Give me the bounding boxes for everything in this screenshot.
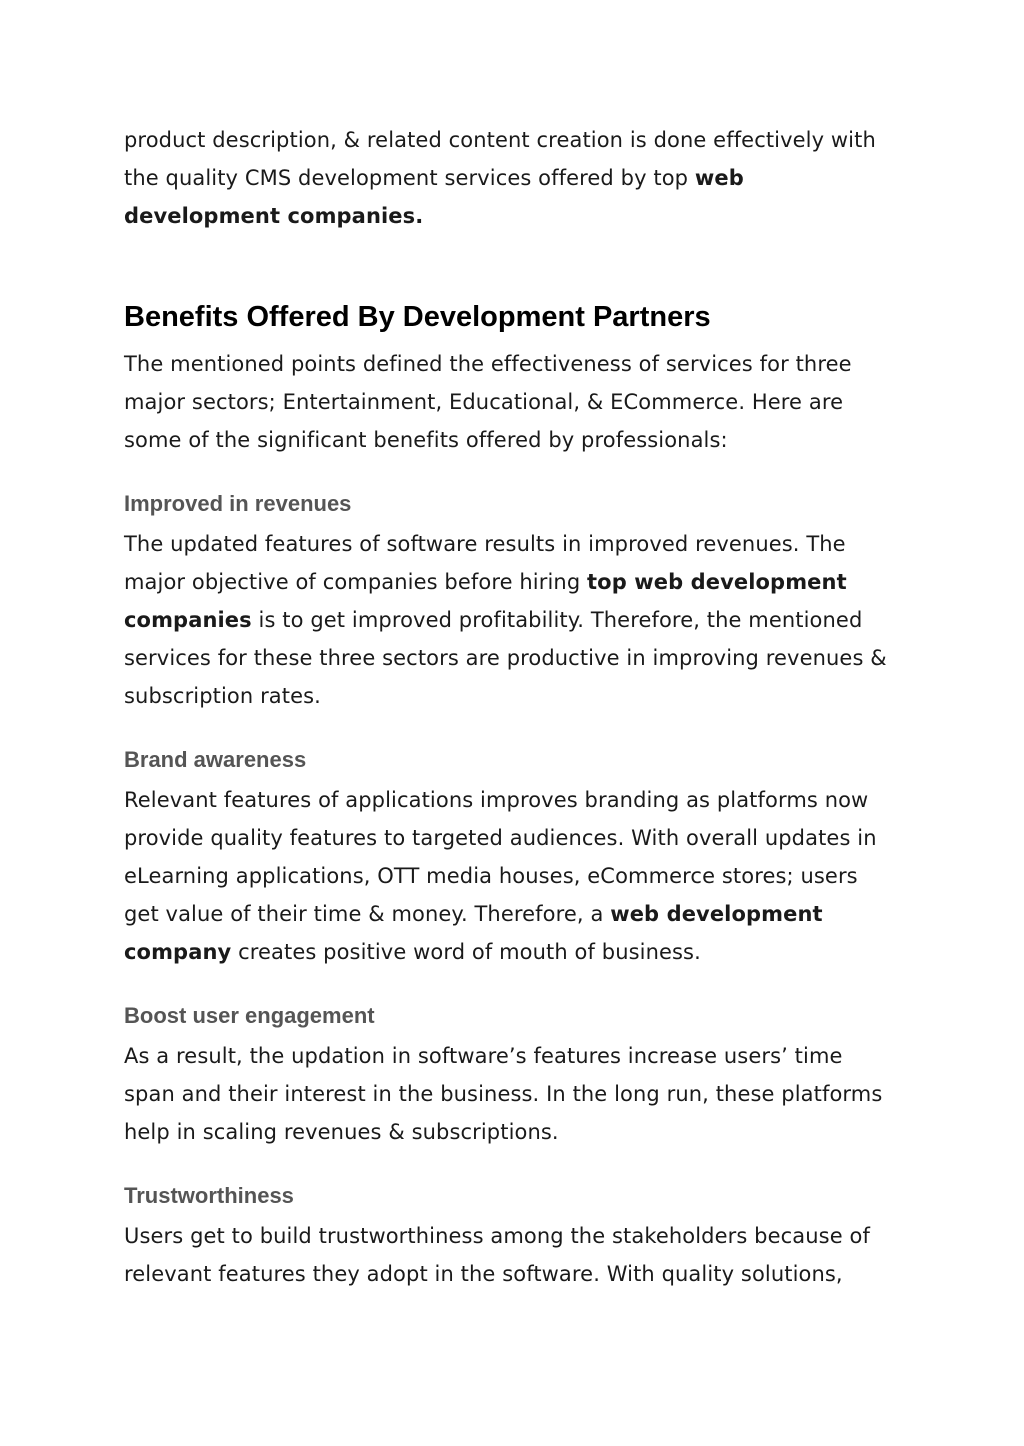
benefit-text-continued: creates positive word of mouth of business. <box>231 940 701 964</box>
benefit-bold-text: web development company <box>124 902 823 964</box>
benefit-heading: Trustworthiness <box>124 1183 294 1208</box>
benefit-bold-text: top web development companies <box>124 570 847 632</box>
document-page <box>124 121 894 1293</box>
benefit-text: Relevant features of applications improves branding as platforms now provide quality features to targeted audiences. With overall updates in eLearning applications, OTT media houses, eCommerce stores; users get value of their time & money. Therefore, a <box>124 788 877 926</box>
benefit-user-engagement <box>124 1001 894 1151</box>
benefit-text: The updated features of software results in improved revenues. The major objective of companies before hiring <box>124 532 846 594</box>
intro-paragraph <box>124 121 894 235</box>
intro-text: product description, & related content creation is done effectively with the quality CMS development services offered by top <box>124 128 876 190</box>
benefit-heading: Boost user engagement <box>124 1003 375 1028</box>
benefit-brand-awareness <box>124 745 894 971</box>
benefit-heading: Improved in revenues <box>124 491 352 516</box>
benefit-paragraph <box>124 525 894 715</box>
benefit-text-continued: is to get improved profitability. Therefore, the mentioned services for these three sectors are productive in improving revenues & subscription rates. <box>124 608 887 708</box>
section-intro-paragraph: The mentioned points defined the effectiveness of services for three major sectors; Entertainment, Educational, & ECommerce. Here are some of the significant benefits offered by professionals: <box>124 352 852 452</box>
benefit-paragraph: Users get to build trustworthiness among the stakeholders because of relevant features they adopt in the software. With quality solutions, <box>124 1224 870 1286</box>
intro-bold-link-text: web development companies. <box>124 166 744 228</box>
benefit-paragraph <box>124 781 894 971</box>
benefit-improved-revenues <box>124 489 894 715</box>
section-title: Benefits Offered By Development Partners <box>124 301 711 333</box>
benefit-heading: Brand awareness <box>124 747 307 772</box>
benefit-trustworthiness <box>124 1181 894 1293</box>
benefit-paragraph: As a result, the updation in software’s features increase users’ time span and their interest in the business. In the long run, these platforms help in scaling revenues & subscriptions. <box>124 1044 883 1144</box>
